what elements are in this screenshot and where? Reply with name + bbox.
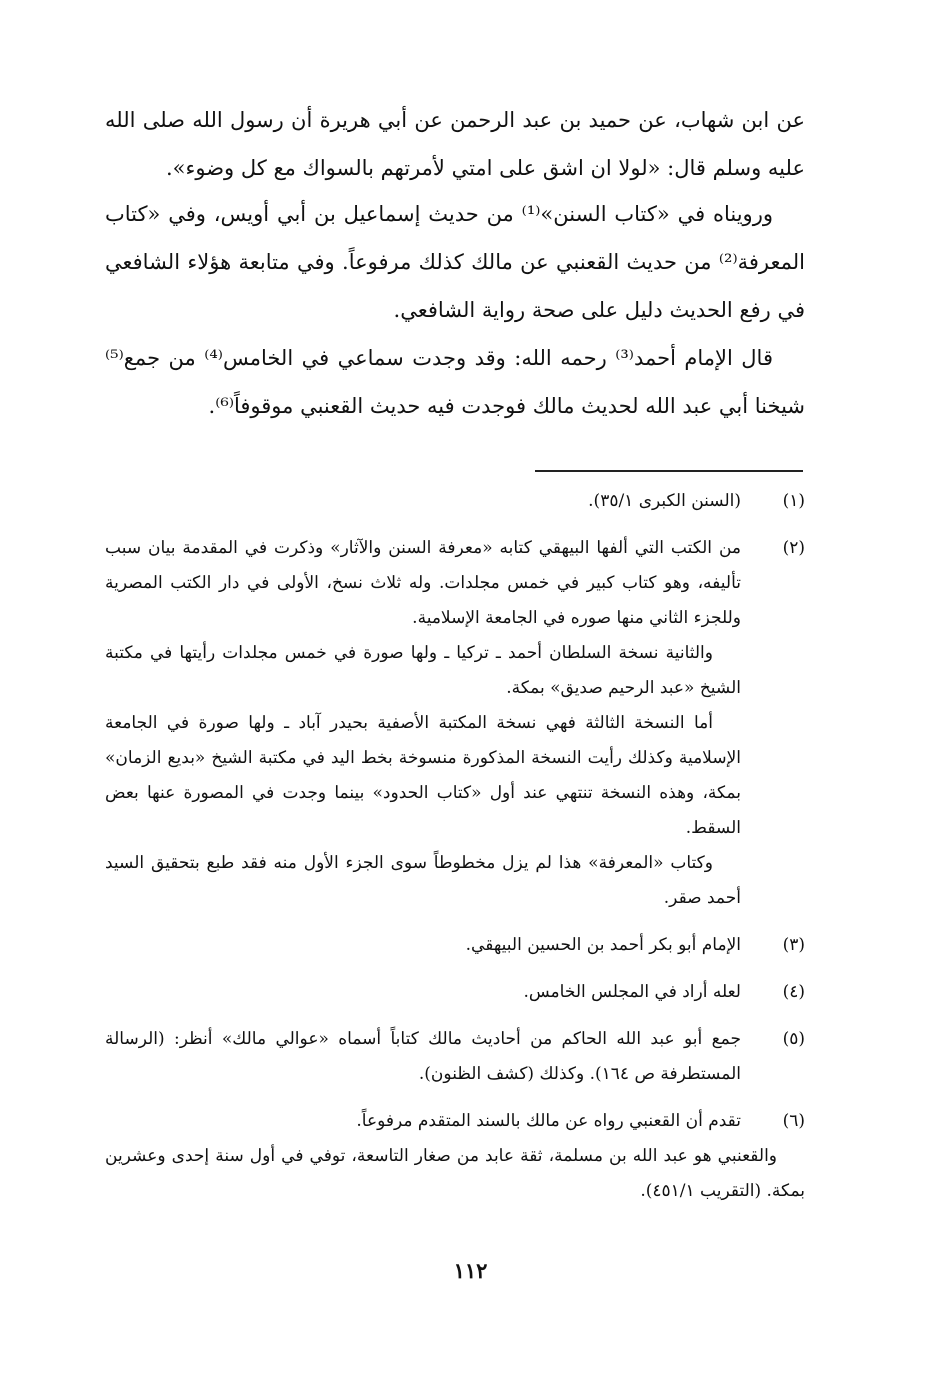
- footnote-number: (١): [782, 491, 805, 511]
- footnote-text: تقدم أن القعنبي رواه عن مالك بالسند المتقدم مرفوعاً.: [356, 1111, 741, 1131]
- footnote-6: [105, 1104, 805, 1209]
- main-paragraph-1: [105, 96, 805, 192]
- footnote-number: (٤): [782, 982, 805, 1002]
- footnote-5: [105, 1022, 805, 1092]
- footnote-number: (٦): [782, 1111, 805, 1131]
- footnote-6-continuation: والقعنبي هو عبد الله بن مسلمة، ثقة عابد من صغار التاسعة، توفي في أول سنة إحدى وعشرين بمكة. (التقريب ٤٥١/١).: [105, 1146, 805, 1201]
- footnote-3: [105, 928, 805, 963]
- main-paragraph-2: [105, 190, 805, 334]
- footnote-1: [105, 484, 805, 519]
- footnote-number: (٢): [782, 538, 805, 558]
- main-paragraph-1-text: عن ابن شهاب، عن حميد بن عبد الرحمن عن أبي هريرة أن رسول الله صلى الله عليه وسلم قال: «لولا ان اشق على امتي لأمرتهم بالسواك مع كل وضوء».: [105, 108, 805, 180]
- footnote-number: (٥): [782, 1029, 805, 1049]
- main-paragraph-2-text: ورويناه في «كتاب السنن»⁽¹⁾ من حديث إسماعيل بن أبي أويس، وفي «كتاب المعرفة⁽²⁾ من حديث القعنبي عن مالك كذلك مرفوعاً. وفي متابعة هؤلاء الشافعي في رفع الحديث دليل على صحة رواية الشافعي.: [105, 202, 805, 322]
- footnote-text: لعله أراد في المجلس الخامس.: [523, 982, 741, 1002]
- footnote-text: أما النسخة الثالثة فهي نسخة المكتبة الأصفية بحيدر آباد ـ ولها صورة في الجامعة الإسلامية وكذلك رأيت النسخة المذكورة منسوخة بخط اليد في مكتبة الشيخ «بديع الزمان» بمكة، وهذه النسخة تنتهي عند أول «كتاب الحدود» بينما وجدت في المصورة عنها بعض السقط.: [105, 713, 741, 838]
- main-paragraph-3: [105, 334, 805, 430]
- footnotes-section: [105, 484, 805, 1221]
- footnote-2: [105, 531, 805, 916]
- footnote-number: (٣): [782, 935, 805, 955]
- footnote-text: جمع أبو عبد الله الحاكم من أحاديث مالك كتاباً أسماه «عوالي مالك» أنظر: (الرسالة المستطرفة ص ١٦٤). وكذلك (كشف الظنون).: [105, 1029, 741, 1084]
- footnote-separator: [535, 470, 803, 472]
- footnote-text: وكتاب «المعرفة» هذا لم يزل مخطوطاً سوى الجزء الأول منه فقد طبع بتحقيق السيد أحمد صقر.: [105, 853, 741, 908]
- footnote-text: من الكتب التي ألفها البيهقي كتابه «معرفة السنن والآثار» وذكرت في المقدمة بيان سبب تأليفه، وهو كتاب كبير في خمس مجلدات. وله ثلاث نسخ، الأولى في دار الكتب المصرية وللجزء الثاني منها صوره في الجامعة الإسلامية.: [105, 538, 741, 628]
- footnote-text: (السنن الكبرى ٣٥/١).: [588, 491, 741, 511]
- footnote-text: والثانية نسخة السلطان أحمد ـ تركيا ـ ولها صورة في خمس مجلدات رأيتها في مكتبة الشيخ «عبد الرحيم صديق» بمكة.: [105, 643, 741, 698]
- footnote-4: [105, 975, 805, 1010]
- footnote-text: الإمام أبو بكر أحمد بن الحسين البيهقي.: [465, 935, 741, 955]
- main-paragraph-3-text: قال الإمام أحمد⁽³⁾ رحمه الله: وقد وجدت سماعي في الخامس⁽⁴⁾ من جمع⁽⁵⁾ شيخنا أبي عبد الله لحديث مالك فوجدت فيه حديث القعنبي موقوفاً⁽⁶⁾.: [105, 346, 805, 418]
- page-number: ١١٢: [453, 1258, 488, 1283]
